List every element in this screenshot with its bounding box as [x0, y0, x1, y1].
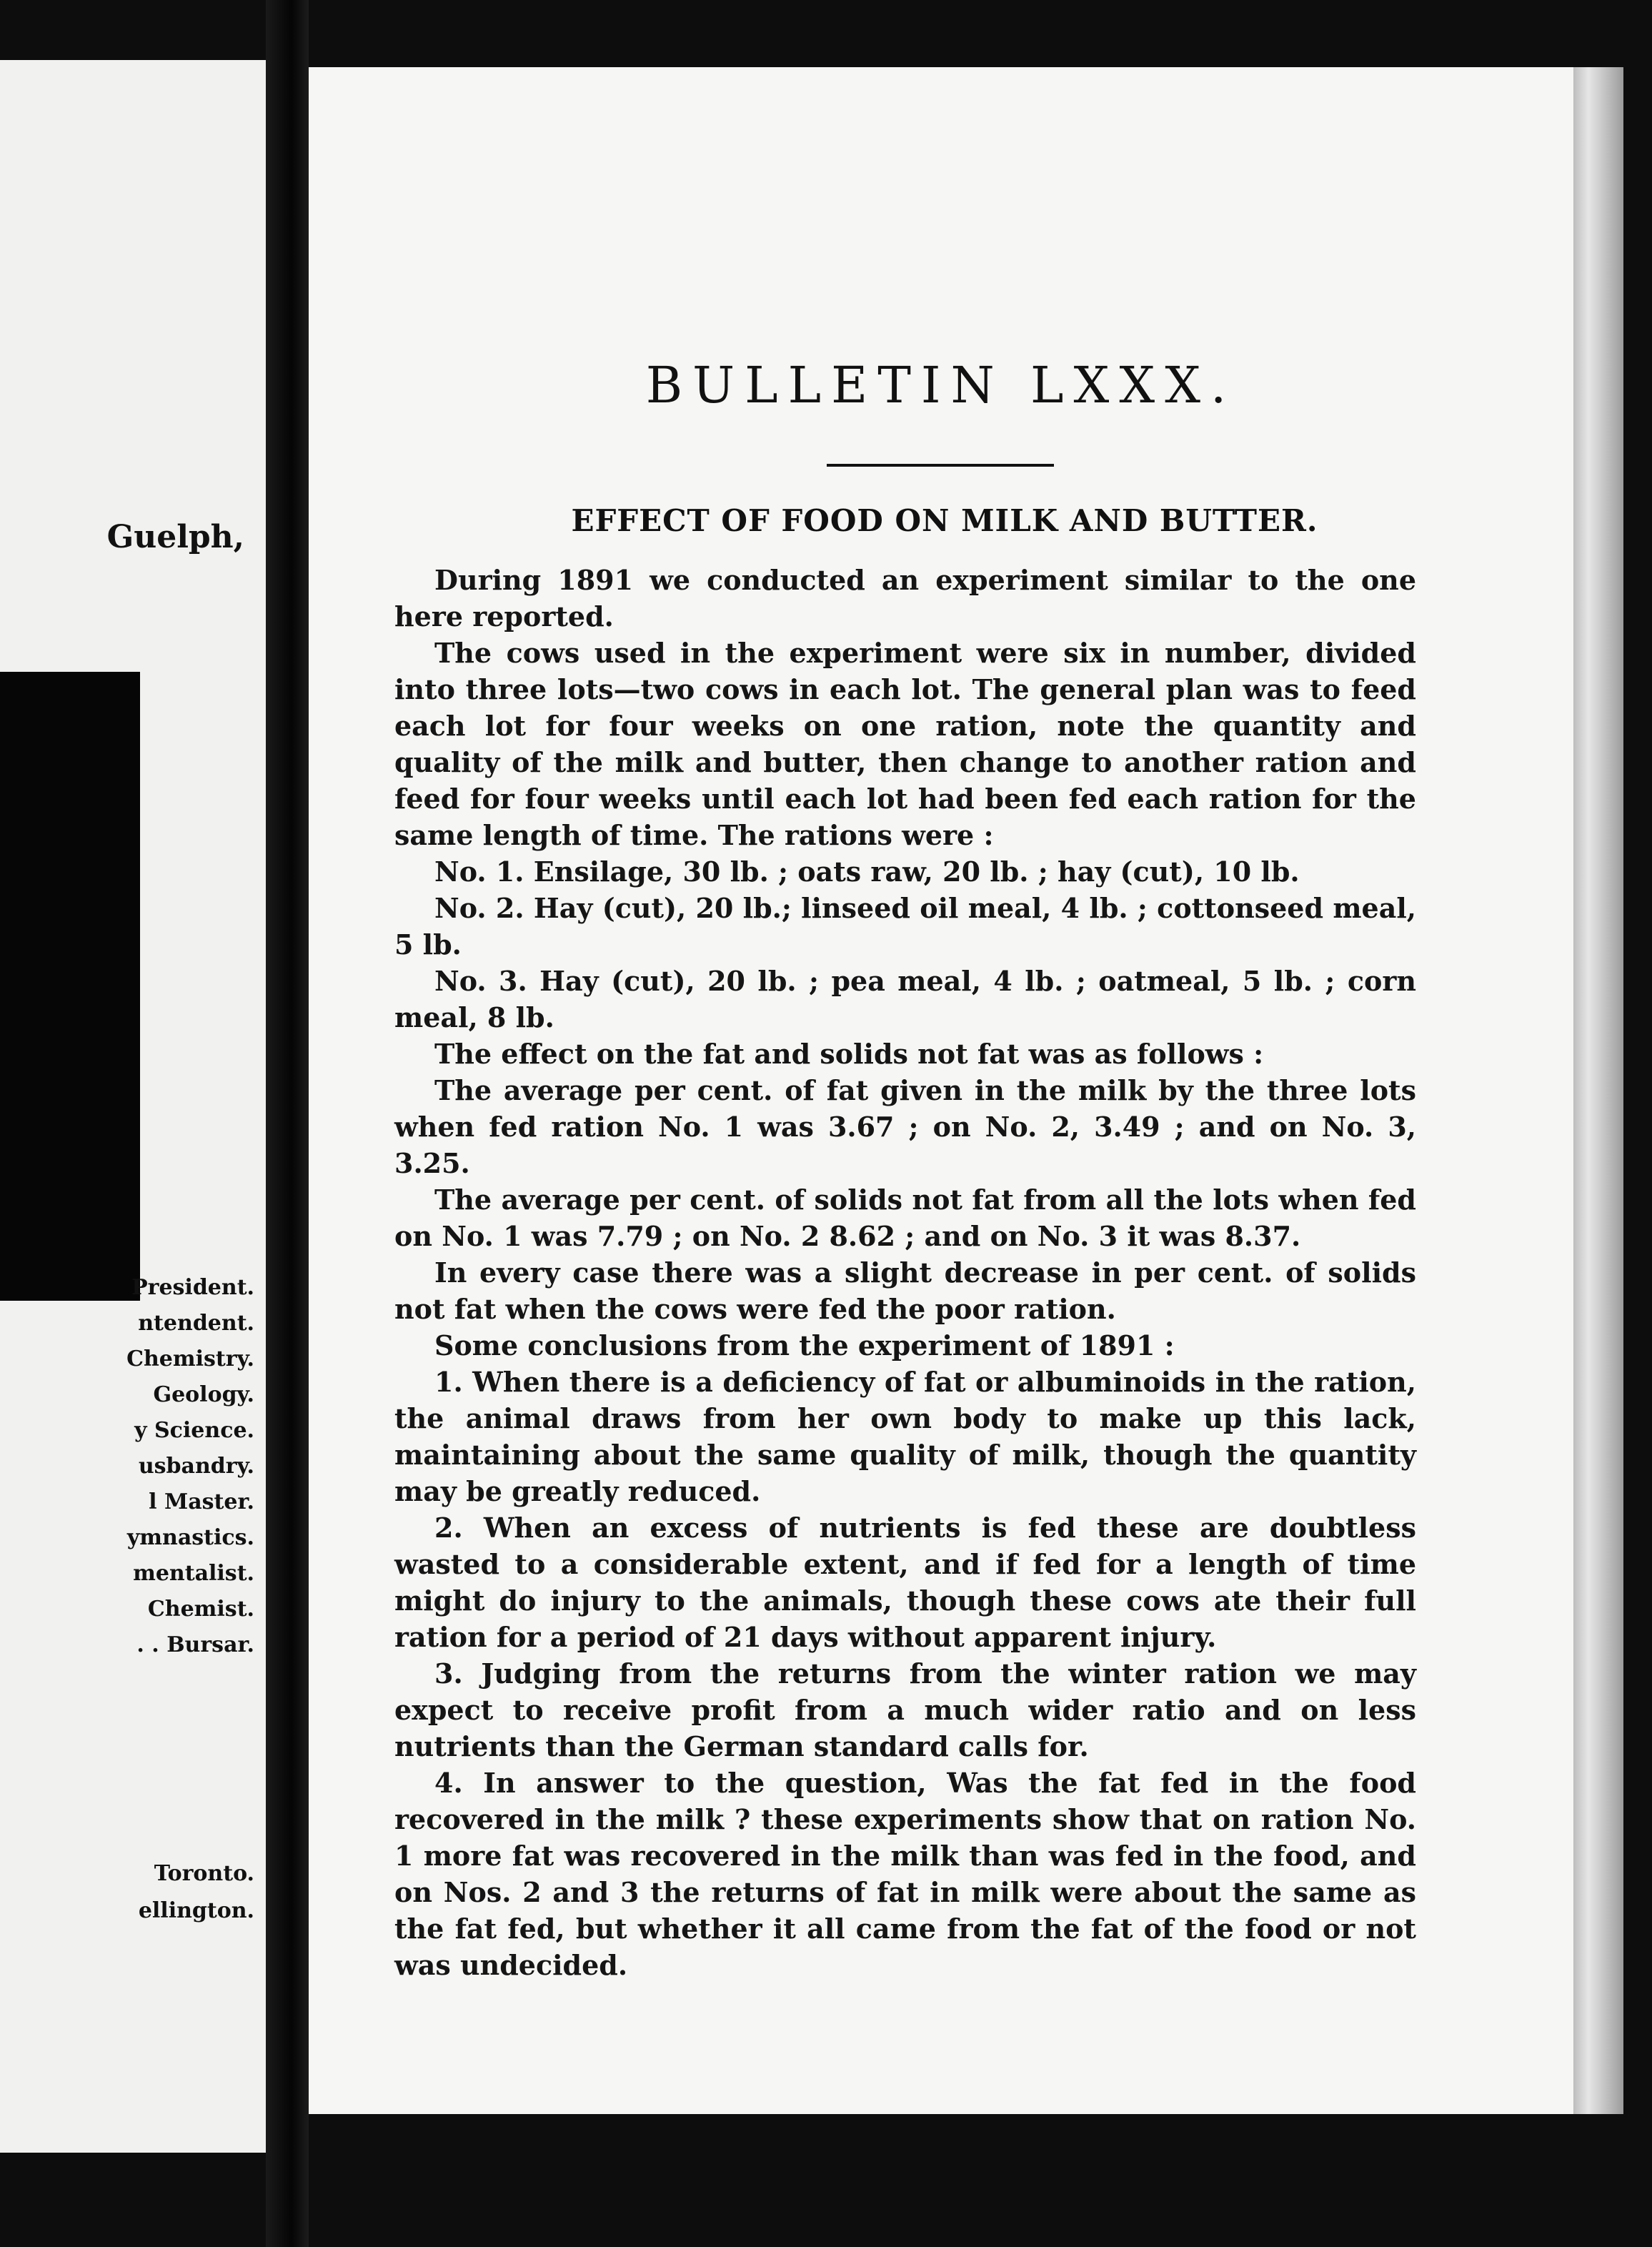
paragraph: Some conclusions from the experiment of 1891 : [434, 1329, 1175, 1361]
staff-title: Chemistry. [126, 1346, 254, 1371]
portrait-photo [0, 672, 140, 1301]
ration-item: No. 3. Hay (cut), 20 lb. ; pea meal, 4 lb. ; oatmeal, 5 lb. ; corn meal, 8 lb. [394, 965, 1416, 1033]
conclusion-item: 2. When an excess of nutrients is fed these are doubtless wasted to a considerable extent, and if fed for a length of time might do injury to the animals, though these cows ate their full ration for a period of 21 days without apparent injury. [394, 1512, 1416, 1653]
paragraph: During 1891 we conducted an experiment similar to the one here reported. [394, 564, 1416, 633]
staff-title: Geology. [153, 1382, 254, 1407]
conclusion-item: 3. Judging from the returns from the winter ration we may expect to receive profit from a much wider ratio and on less nutrients than the German standard calls for. [394, 1657, 1416, 1762]
left-page-city-fragment: Guelph, [106, 519, 244, 555]
place-name: ellington. [138, 1898, 254, 1923]
conclusion-item: 4. In answer to the question, Was the fat fed in the food recovered in the milk ? these experiments show that on ration No. 1 more fat was recovered in the milk than was fed in the food, and on Nos. 2 and 3 the returns of fat in milk were about the same as the fat fed, but whether it all came from the fat of the food or not was undecided. [394, 1767, 1416, 1981]
left-page [0, 60, 266, 2153]
staff-title: ntendent. [138, 1311, 254, 1336]
paragraph: The average per cent. of fat given in the milk by the three lots when fed ration No. 1 was 3.67 ; on No. 2, 3.49 ; and on No. 3, 3.25. [394, 1074, 1416, 1179]
article-body [394, 562, 1416, 1983]
staff-title: ymnastics. [126, 1525, 254, 1550]
paragraph: In every case there was a slight decrease in per cent. of solids not fat when the cows were fed the poor ration. [394, 1256, 1416, 1325]
bulletin-title: BULLETIN LXXX. [645, 356, 1237, 415]
staff-title: l Master. [149, 1489, 254, 1514]
paragraph: The effect on the fat and solids not fat was as follows : [434, 1038, 1264, 1070]
book-gutter [266, 0, 309, 2247]
staff-title: . . Bursar. [136, 1632, 254, 1657]
right-page [309, 67, 1573, 2114]
staff-title: y Science. [134, 1418, 254, 1443]
page-edge [1573, 67, 1623, 2114]
paragraph: The cows used in the experiment were six in number, divided into three lots—two cows in each lot. The general plan was to feed each lot for four weeks on one ration, note the quantity and quality of the milk and butter, then change to another ration and feed for four weeks until each lot had been fed each ration for the same length of time. The rations were : [394, 637, 1416, 851]
staff-title: Chemist. [147, 1597, 254, 1622]
staff-title: mentalist. [133, 1561, 254, 1586]
title-divider [827, 464, 1054, 467]
ration-item: No. 2. Hay (cut), 20 lb.; linseed oil meal, 4 lb. ; cottonseed meal, 5 lb. [394, 892, 1416, 961]
ration-item: No. 1. Ensilage, 30 lb. ; oats raw, 20 lb. ; hay (cut), 10 lb. [434, 855, 1300, 888]
conclusion-item: 1. When there is a deficiency of fat or albuminoids in the ration, the animal draws from her own body to make up this lack, maintaining about the same quality of milk, though the quantity may be greatly reduced. [394, 1366, 1416, 1507]
place-name: Toronto. [154, 1861, 254, 1886]
article-heading: EFFECT OF FOOD ON MILK AND BUTTER. [571, 503, 1318, 538]
paragraph: The average per cent. of solids not fat from all the lots when fed on No. 1 was 7.79 ; on No. 2 8.62 ; and on No. 3 it was 8.37. [394, 1184, 1416, 1252]
staff-title: President. [131, 1275, 254, 1300]
staff-title: usbandry. [138, 1454, 254, 1479]
